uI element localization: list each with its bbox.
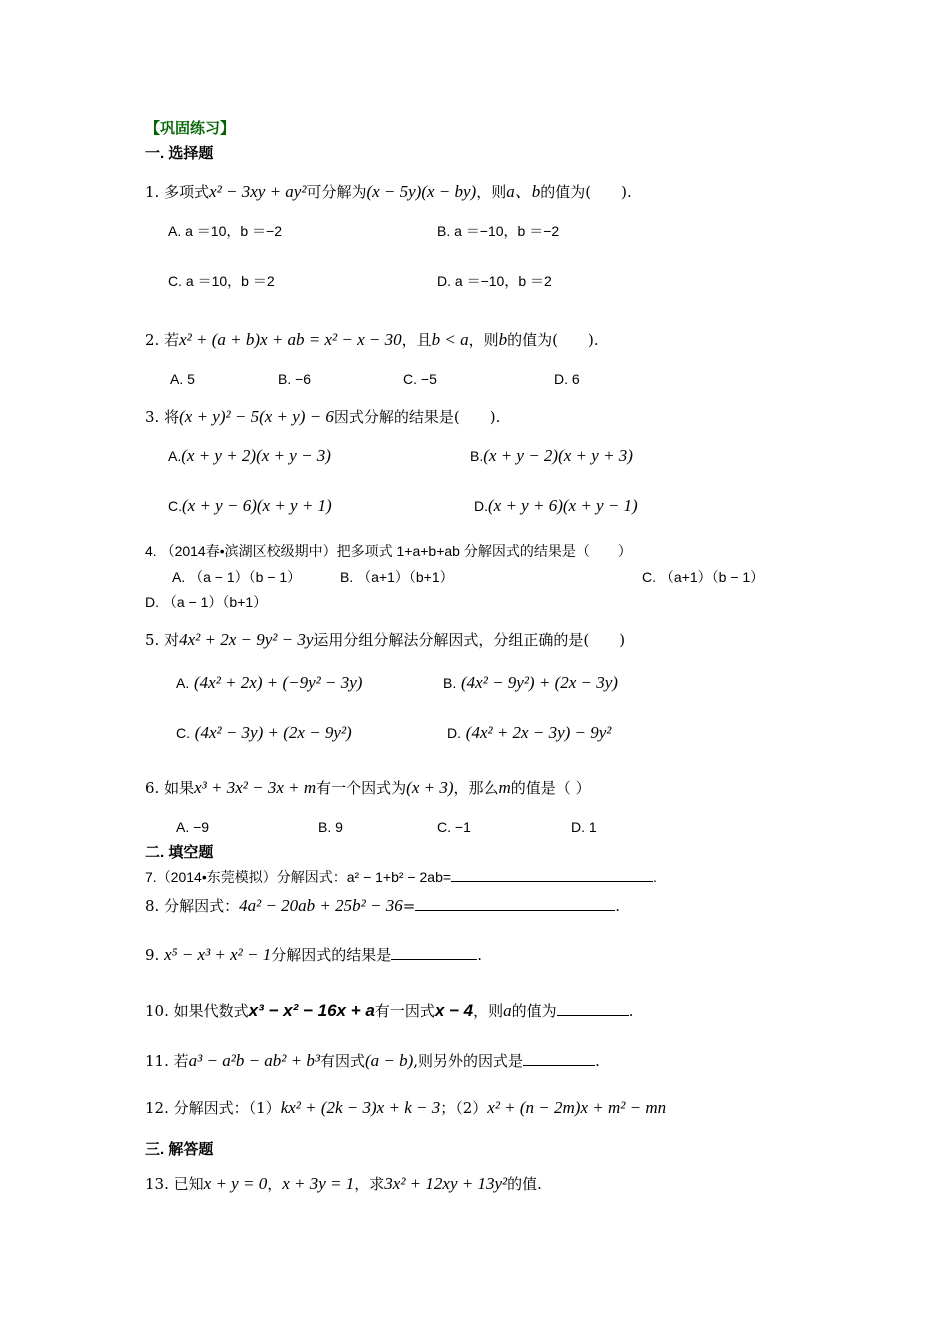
q8-answer-blank[interactable] xyxy=(415,896,615,911)
q5-option-c-label: C. xyxy=(176,725,190,741)
q2-text-4: 的值为( ). xyxy=(507,331,599,349)
q3-option-b-label: B. xyxy=(470,448,484,464)
q13-text-2: ， xyxy=(267,1175,283,1193)
q6-text-3: ，那么 xyxy=(453,779,499,797)
q5-option-b xyxy=(443,673,618,693)
q8-number: 8. xyxy=(145,897,160,915)
q13-expr-1: x + y = 0 xyxy=(203,1174,268,1193)
q1-option-c: C. a ＝10，b ＝2 xyxy=(168,273,275,289)
q11-stem xyxy=(145,1051,600,1071)
q3-option-c xyxy=(168,496,332,516)
q3-option-d-label: D. xyxy=(474,498,488,514)
q4-stem xyxy=(145,541,632,561)
q2-text-1: 若 xyxy=(164,331,180,349)
q10-text-1: 如果代数式 xyxy=(173,1002,249,1020)
q12-number: 12. xyxy=(145,1099,169,1117)
q5-option-b-expr: (4x² − 9y²) + (2x − 3y) xyxy=(461,673,618,692)
q6-option-b: B. 9 xyxy=(318,819,343,835)
q2-stem xyxy=(145,330,599,350)
q10-text-3: ，则 xyxy=(473,1002,504,1020)
q1-option-d: D. a ＝−10，b ＝2 xyxy=(437,273,552,289)
section-choice-title: 一. 选择题 xyxy=(145,145,214,162)
q7-number: 7. xyxy=(145,869,157,885)
q5-text-1: 对 xyxy=(164,631,180,649)
q9-stem xyxy=(145,945,482,965)
q7-stem xyxy=(145,867,657,887)
q1-option-b: B. a ＝−10，b ＝−2 xyxy=(437,223,560,239)
q5-option-d-label: D. xyxy=(447,725,461,741)
q5-option-a xyxy=(176,673,362,693)
q8-stem xyxy=(145,896,620,916)
q6-option-a: A. −9 xyxy=(176,819,210,835)
q6-expr-1: x³ + 3x² − 3x + m xyxy=(194,778,317,797)
q10-var: a xyxy=(503,1001,512,1020)
q3-text-2: 因式分解的结果是( ). xyxy=(333,408,501,426)
q7-answer-blank[interactable] xyxy=(451,867,653,882)
q2-expr-1: x² + (a + b)x + ab = x² − x − 30 xyxy=(179,330,402,349)
section-answer-title: 三. 解答题 xyxy=(145,1141,214,1158)
q1-text-3: ，则 xyxy=(476,183,507,201)
q2-var: b xyxy=(498,330,508,349)
q6-option-c: C. −1 xyxy=(437,819,471,835)
q6-text-1: 如果 xyxy=(164,779,195,797)
q1-expr-2: (x − 5y)(x − by) xyxy=(366,182,477,201)
q5-number: 5. xyxy=(145,631,160,649)
q3-option-a xyxy=(168,446,331,466)
q8-text-2: = xyxy=(402,897,416,915)
q9-text-1: 分解因式的结果是 xyxy=(271,946,392,964)
q6-option-d: D. 1 xyxy=(571,819,597,835)
q4-text: （2014春•滨湖区校级期中）把多项式 1+a+b+ab 分解因式的结果是（ ） xyxy=(160,543,632,559)
q2-option-b: B. −6 xyxy=(278,371,312,387)
q9-end: . xyxy=(477,946,483,964)
q3-option-c-expr: (x + y − 6)(x + y + 1) xyxy=(182,496,332,515)
q3-option-d xyxy=(474,496,638,516)
q4-option-d: D. （a − 1）（b+1） xyxy=(145,594,268,610)
q4-option-c: C. （a+1）（b − 1） xyxy=(642,569,765,585)
q3-text-1: 将 xyxy=(164,408,180,426)
q9-answer-blank[interactable] xyxy=(391,945,477,960)
q11-number: 11. xyxy=(145,1052,169,1070)
q13-text-3: ，求 xyxy=(354,1175,385,1193)
q5-stem xyxy=(145,630,625,650)
q4-option-a: A. （a − 1）（b − 1） xyxy=(172,569,302,585)
q12-text-2: ；（2） xyxy=(440,1099,488,1117)
q10-text-2: 有一因式 xyxy=(374,1002,435,1020)
q5-option-d xyxy=(447,723,611,743)
q11-text-2: 有因式 xyxy=(319,1052,365,1070)
q3-option-b xyxy=(470,446,633,466)
q11-text-1: 若 xyxy=(173,1052,189,1070)
q5-option-a-expr: (4x² + 2x) + (−9y² − 3y) xyxy=(194,673,363,692)
q8-text-1: 分解因式： xyxy=(164,897,240,915)
q10-end: . xyxy=(628,1002,634,1020)
q3-option-b-expr: (x + y − 2)(x + y + 3) xyxy=(483,446,633,465)
q5-option-b-label: B. xyxy=(443,675,457,691)
q3-option-a-expr: (x + y + 2)(x + y − 3) xyxy=(181,446,331,465)
q1-vars: a、b xyxy=(506,182,541,201)
q4-option-b: B. （a+1）（b+1） xyxy=(340,569,454,585)
q5-option-c-expr: (4x² − 3y) + (2x − 9y²) xyxy=(194,723,352,742)
q12-text-1: 分解因式：（1） xyxy=(173,1099,281,1117)
q3-option-a-label: A. xyxy=(168,448,182,464)
q3-stem xyxy=(145,407,500,427)
section-fill-title: 二. 填空题 xyxy=(145,844,214,861)
q10-expr-1: x³ − x² − 16x + a xyxy=(248,1001,375,1020)
q7-text: （2014•东莞模拟）分解因式：a² − 1+b² − 2ab= xyxy=(156,869,452,885)
q5-option-c xyxy=(176,723,352,743)
q5-option-a-label: A. xyxy=(176,675,190,691)
q10-answer-blank[interactable] xyxy=(557,1001,629,1016)
q2-option-c: C. −5 xyxy=(403,371,437,387)
q6-number: 6. xyxy=(145,779,160,797)
q10-expr-2: x − 4 xyxy=(434,1001,474,1020)
q1-expr-1: x² − 3xy + ay² xyxy=(209,182,307,201)
q5-expr-1: 4x² + 2x − 9y² − 3y xyxy=(179,630,314,649)
q1-text-1: 多项式 xyxy=(164,183,210,201)
q2-number: 2. xyxy=(145,331,160,349)
q6-stem xyxy=(145,778,591,798)
q11-expr-2: (a − b) xyxy=(364,1051,414,1070)
q10-number: 10. xyxy=(145,1002,169,1020)
q6-var: m xyxy=(498,778,511,797)
q13-expr-3: 3x² + 12xy + 13y² xyxy=(384,1174,508,1193)
q12-expr-2: x² + (n − 2m)x + m² − mn xyxy=(487,1098,667,1117)
q6-text-4: 的值是（ ） xyxy=(510,779,591,797)
q9-expr-1: x⁵ − x³ + x² − 1 xyxy=(164,945,272,964)
q13-expr-2: x + 3y = 1 xyxy=(282,1174,355,1193)
q6-text-2: 有一个因式为 xyxy=(316,779,407,797)
q12-expr-1: kx² + (2k − 3)x + k − 3 xyxy=(280,1098,441,1117)
q3-expr-1: (x + y)² − 5(x + y) − 6 xyxy=(179,407,334,426)
q10-stem xyxy=(145,1001,633,1021)
q13-number: 13. xyxy=(145,1175,169,1193)
q3-option-d-expr: (x + y + 6)(x + y − 1) xyxy=(488,496,638,515)
q13-text-4: 的值. xyxy=(507,1175,542,1193)
q11-text-3: ,则另外的因式是 xyxy=(413,1052,524,1070)
q11-end: . xyxy=(595,1052,600,1070)
q11-expr-1: a³ − a²b − ab² + b³ xyxy=(188,1051,320,1070)
q10-text-4: 的值为 xyxy=(511,1002,557,1020)
q4-number: 4. xyxy=(145,543,157,559)
q13-stem xyxy=(145,1174,542,1194)
q1-text-4: 的值为( ). xyxy=(540,183,632,201)
q6-expr-2: (x + 3) xyxy=(406,778,454,797)
q1-option-a: A. a ＝10，b ＝−2 xyxy=(168,223,283,239)
q8-end: . xyxy=(615,897,621,915)
q2-text-3: ，则 xyxy=(468,331,499,349)
q13-text-1: 已知 xyxy=(173,1175,204,1193)
q3-option-c-label: C. xyxy=(168,498,182,514)
q1-text-2: 可分解为 xyxy=(306,183,367,201)
q2-option-a: A. 5 xyxy=(170,371,195,387)
q1-number: 1. xyxy=(145,183,160,201)
q2-expr-2: b < a xyxy=(431,330,469,349)
q2-option-d: D. 6 xyxy=(554,371,580,387)
q5-text-2: 运用分组分解法分解因式，分组正确的是( ) xyxy=(313,631,626,649)
q11-answer-blank[interactable] xyxy=(523,1051,595,1066)
q5-option-d-expr: (4x² + 2x − 3y) − 9y² xyxy=(465,723,612,742)
q3-number: 3. xyxy=(145,408,160,426)
q7-end: . xyxy=(653,869,657,885)
q1-stem xyxy=(145,182,632,202)
q9-number: 9. xyxy=(145,946,160,964)
q12-stem xyxy=(145,1098,666,1118)
page-title: 【巩固练习】 xyxy=(145,120,236,137)
q8-expr-1: 4a² − 20ab + 25b² − 36 xyxy=(239,896,403,915)
q2-text-2: ，且 xyxy=(401,331,432,349)
